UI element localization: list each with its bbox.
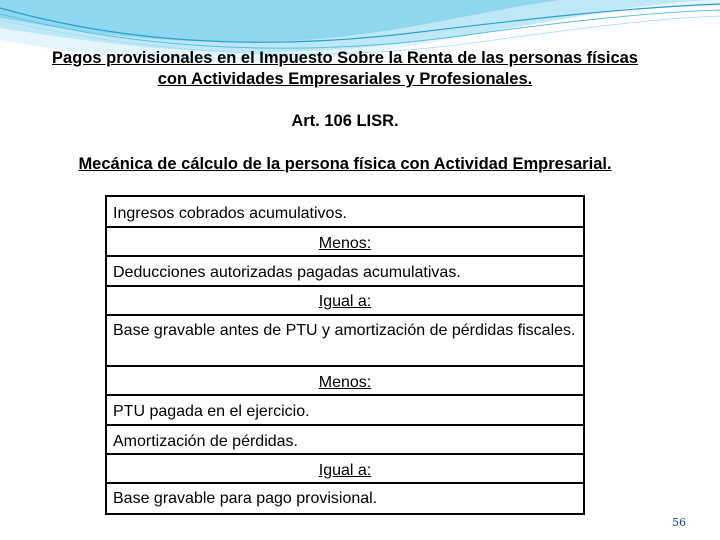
row-base-antes-ptu: Base gravable antes de PTU y amortización de pérdidas fiscales.	[107, 316, 583, 367]
row-deducciones: Deducciones autorizadas pagadas acumulativas.	[107, 257, 583, 287]
row-ptu-pagada: PTU pagada en el ejercicio.	[107, 396, 583, 426]
section-subtitle: Mecánica de cálculo de la persona física con Actividad Empresarial.	[78, 155, 612, 173]
page-title-text: Pagos provisionales en el Impuesto Sobre la Renta de las personas físicas con Actividades Empresariales y Profesionales.	[52, 49, 638, 88]
row-operator-menos: Menos:	[107, 367, 583, 396]
row-base-pago-provisional: Base gravable para pago provisional.	[113, 490, 378, 507]
row-ingresos: Ingresos cobrados acumulativos.	[107, 197, 583, 228]
page-number: 56	[672, 516, 686, 529]
calculation-table	[105, 195, 585, 515]
row-amortizacion: Amortización de pérdidas.	[107, 426, 583, 455]
row-operator-menos: Menos:	[107, 228, 583, 257]
page-title	[40, 48, 650, 90]
row-operator-igual: Igual a:	[107, 287, 583, 316]
article-reference: Art. 106 LISR.	[291, 112, 399, 130]
row-operator-igual: Igual a:	[107, 455, 583, 484]
